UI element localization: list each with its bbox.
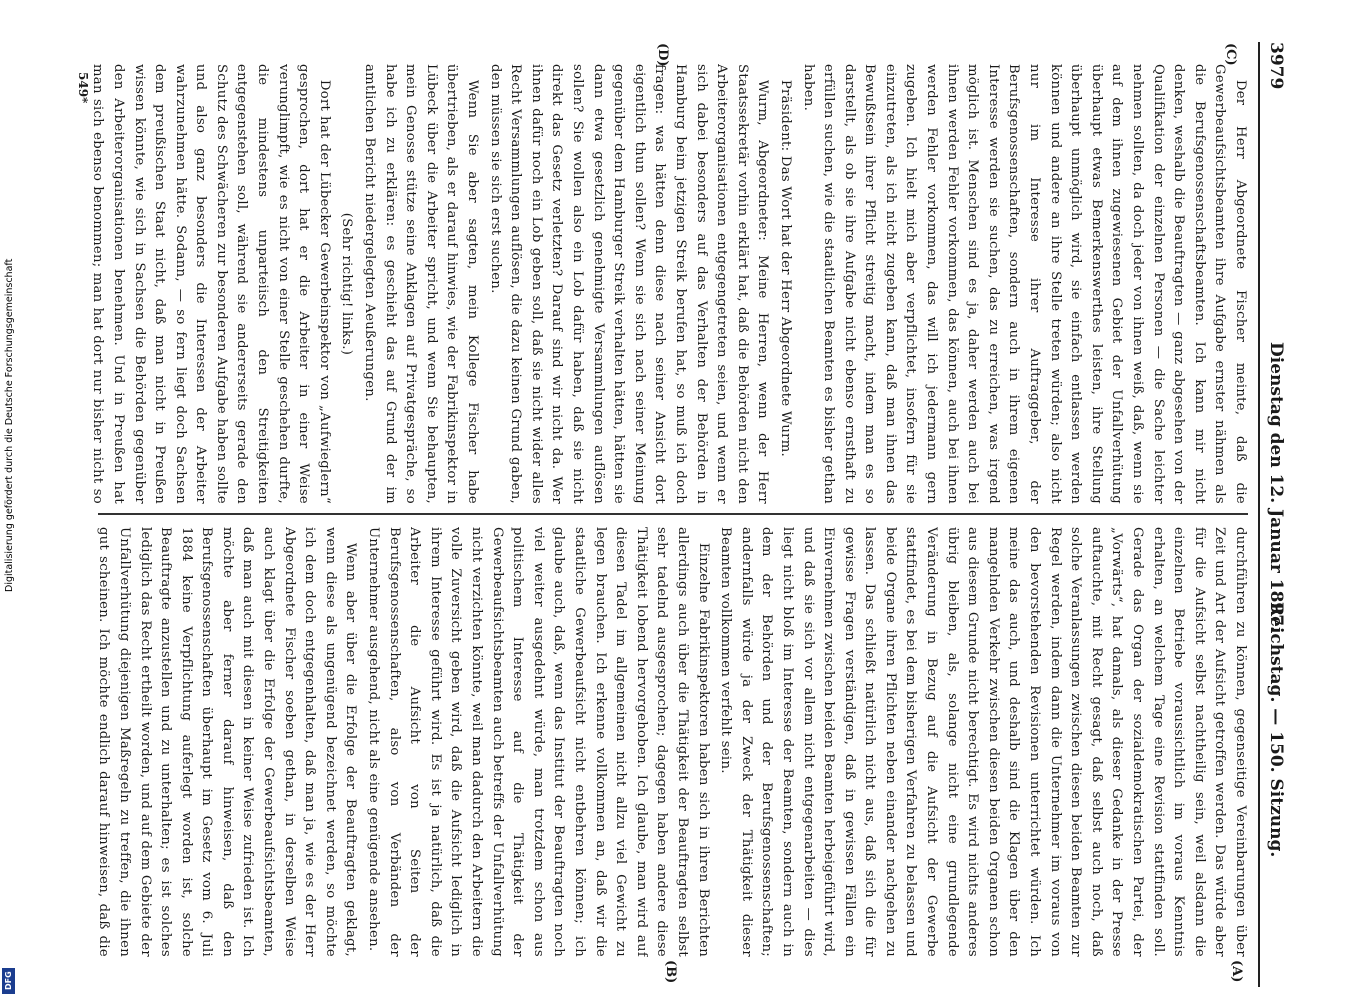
session-date: Dienstag den 12. Januar 1897. — [1266, 342, 1286, 632]
paragraph: Wenn Sie aber sagten, mein Kollege Fischer habe übertrieben, als er darauf hinwies, wie der Fabrikinspektor in Lübeck über die Arbeiter spricht, und wenn Sie behaupten, mein Genosse stütze seine Anklagen auf Privatgespräche, so habe ich zu erklären: es geschieht das auf Grund der im amtlichen Bericht niedergelegten Aeußerungen. — [362, 64, 481, 504]
digitization-credit: Digitalisierung gefördert durch die Deutsche Forschungsgemeinschaft — [4, 258, 15, 592]
margin-marker-c: (C) — [1223, 43, 1238, 66]
paragraph: Wenn aber über die Erfolge der Beauftragten geklagt, wenn diese als ungenügend bezeichnet werden, so möchte ich dem doch entgegenhalten, daß man ja, wie es der Herr Abgeordnete Fischer soeben gethan, in derselben Weise auch klagt über die Erfolge der Gewerbeaufsichtsbeamten, daß man auch mit diesen in keiner Weise zufrieden ist. Ich möchte aber ferner darauf hinweisen, daß den Berufsgenossenschaften überhaupt im Gesetz vom 6. Juli 1884 keine Verpflichtung auferlegt worden ist, solche Beauftragte anzustellen und zu unterhalten; es ist solches lediglich das Recht ertheilt worden, und auf dem Gebiete der Unfallverhütung diejenigen Maßregeln zu treffen, die ihnen gut scheinen. Ich möchte endlich darauf hinweisen, daß die — [96, 527, 359, 957]
margin-marker-d: (D) — [655, 43, 670, 67]
right-text-column — [90, 64, 1250, 504]
margin-marker-b: (B) — [663, 960, 678, 984]
left-text-column — [90, 527, 1250, 957]
dfg-logo: DFG — [2, 968, 15, 994]
paragraph: Einzelne Fabrikinspektoren haben sich in ihren Berichten allerdings auch über die Thätigkeit der Beauftragten selbst sehr tadelnd ausgesprochen; dagegen haben andere diese Thätigkeit lobend hervorgehoben. Ich glaube, man wird auf diesen Tadel im allgemeinen nicht allzu viel Gewicht zu legen brauchen. Ich erkenne vollkommen an, daß wir die staatliche Gewerbeaufsicht nicht entbehren können; ich glaube auch, daß, wenn das Institut der Beauftragten noch viel weiter ausgedehnt würde, man trotzdem schon aus politischem Interesse auf die Thätigkeit der Gewerbeaufsichtsbeamten auch betreffs der Unfallverhütung nicht verzichten könnte, weil man dadurch den Arbeitern die volle Zuversicht geben wird, daß die Aufsicht lediglich in ihrem Interesse geführt wird. Es ist ja natürlich, daß die Arbeiter die Aufsicht von Seiten der Berufsgenossenschaften, also von Verbänden der Unternehmer ausgehend, nicht als eine genügende ansehen. — [366, 527, 711, 957]
margin-marker-a: (A) — [1229, 960, 1244, 983]
paragraph: Präsident: Das Wort hat der Herr Abgeordnete Wurm. — [777, 79, 793, 458]
paragraph: Dort hat der Lübecker Gewerbeinspektor von „Aufwieglern“ gesprochen, dort hat er die Arbeiter in einer Weise verunglimpft, wie es nicht von einer Stelle geschehen durfte, die mindestens unparteiisch den Streitigkeiten entgegenstehen soll, während sie andererseits gerade den Schutz des Schwächeren zur besonderen Aufgabe haben sollte und also ganz besonders die Interessen der Arbeiter wahrzunehmen hätte. Sodann, — so fern liegt doch Sachsen dem preußischen Staat nicht, daß man nicht in Preußen wissen könnte, wie sich in Sachsen die Behörden gegenüber den Arbeiterorganisationen benehmen. Und in Preußen hat man sich ebenso benommen; man hat dort nur bisher nicht so — [90, 64, 332, 504]
document-page — [70, 42, 1290, 987]
page-number: 3979 — [1266, 42, 1286, 90]
page-header — [1258, 42, 1290, 987]
paragraph: Wurm, Abgeordneter: Meine Herren, wenn der Herr Staatssekretär vorhin erklärt hat, daß die Behörden nicht den Arbeiterorganisationen entgegengetreten seien, und wenn er sich dabei besonders auf das Verhalten der Behörden in Hamburg beim jetzigen Streik berufen hat, so muß ich doch fragen: was hätten denn diese nach seiner Ansicht dort eigentlich thun sollen? Wenn sie sich nach seiner Meinung gegenüber dem Hamburger Streik verhalten hätten, hätten sie dann etwa gesetzlich genehmigte Versammlungen auflösen sollen? Sie wollen also ein Lob dafür haben, daß sie nicht direkt das Gesetz verletzten? Darauf sind wir nicht da. Wer ihnen dafür noch ein Lob geben soll, daß sie nicht wider alles Recht Versammlungen auflösen, die dazu keinen Grund gaben, den müssen sie sich erst suchen. — [487, 64, 771, 504]
page-signature: 549* — [76, 72, 90, 104]
session-title: Reichstag. — 150. Sitzung. — [1266, 602, 1286, 858]
paragraph: Der Herr Abgeordnete Fischer meinte, daß die Gewerbeaufsichtsbeamten ihre Aufgabe ernster nähmen als die Berufsgenossenschaftsbeamten. Ich kann mir nicht denken, weshalb die Beauftragten — ganz abgesehen von der Qualifikation der einzelnen Personen — die Sache leichter nehmen sollten, da doch jeder von ihnen weiß, daß, wenn sie auf dem ihnen zugewiesenen Gebiet der Unfallverhütung überhaupt etwas Bemerkenswerthes leisten, ihre Stellung überhaupt unmöglich wird, sie einfach entlassen werden können und andere an ihre Stelle treten würden; also nicht nur im Interesse ihrer Auftraggeber, der Berufsgenossenschaften, sondern auch in ihrem eigenen Interesse werden sie suchen, das zu erreichen, was irgend möglich ist. Menschen sind es ja, daher werden auch bei ihnen werden Fehler vorkommen, das können, auch bei ihnen werden Fehler vorkommen, das will ich jedermann gern zugeben. Ich hielt mich aber verpflichtet, insofern für sie einzutreten, als ich nicht zugeben kann, daß man ihnen das Bewußtsein ihrer Pflicht streitig macht, indem man es so darstellt, als ob sie ihre Aufgabe nicht ebenso ernsthaft zu erfüllen suchen, wie die staatlichen Beamten es bisher gethan haben. — [800, 64, 1248, 504]
column-divider — [98, 513, 1248, 515]
interjection: (Sehr richtig! links.) — [339, 212, 355, 356]
paragraph: durchführen zu können, gegenseitige Vereinbarungen über Zeit und Art der Aufsicht getroffen werden. Das würde aber für die Aufsicht selbst nachtheilig sein, weil alsdann die einzelnen Betriebe voraussichtlich im voraus Kenntnis erhalten, an welchem Tage eine Revision stattfinden soll. Gerade das Organ der sozialdemokratischen Partei, der „Vorwärts“, hat damals, als dieser Gedanke in der Presse auftauchte, mit Recht gesagt, daß selbst auch noch, daß solche Veranlassungen zwischen diesen beiden Beamten zur Regel werden, indem dann die Unternehmer im voraus von den bevorstehenden Revisionen unterrichtet würden. Ich meine das auch, und deshalb sind die Klagen über den mangelnden Verkehr zwischen diesen beiden Organen schon aus diesem Grunde nicht berechtigt. Es wird nichts anderes übrig bleiben, als, solange nicht eine grundlegende Veränderung in Bezug auf die Aufsicht der Gewerbe stattfindet, es bei dem bisherigen Verfahren zu belassen und beide Organe ihren Pflichten neben einander nachgehen zu lassen. Das schließt natürlich nicht aus, daß sich die für gewisse Fragen verständigen, daß in gewissen Fällen ein Einvernehmen zwischen beiden Beamten herbeigeführt wird, und daß sie sich vor allem nicht entgegenarbeiten — dies liegt nicht bloß im Interesse der Beamten, sondern auch in dem der Behörden und der Berufsgenossenschaften; andernfalls würde ja der Zweck der Thätigkeit dieser Beamten vollkommen verfehlt sein. — [718, 527, 1248, 957]
